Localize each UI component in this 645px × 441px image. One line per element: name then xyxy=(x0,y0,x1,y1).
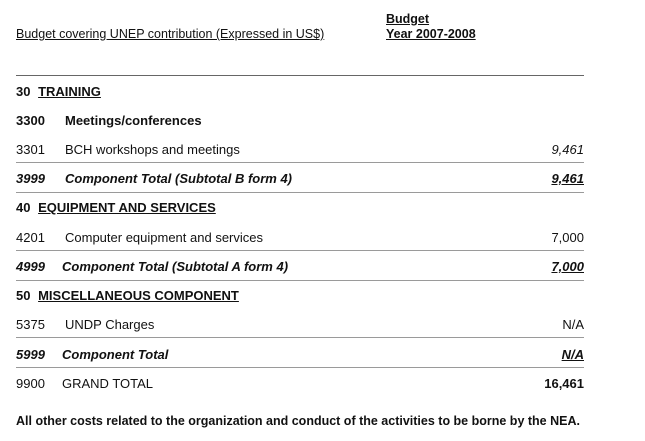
section-title: TRAINING xyxy=(38,84,101,99)
row-divider xyxy=(16,192,584,193)
line-item-amount: N/A xyxy=(562,317,584,332)
row-divider xyxy=(16,367,584,368)
section-title: EQUIPMENT AND SERVICES xyxy=(38,200,216,215)
component-total-amount: 9,461 xyxy=(551,171,584,186)
subheading-code: 3300 xyxy=(16,113,45,128)
budget-caption: Budget covering UNEP contribution (Expressed in US$) xyxy=(16,27,325,41)
subheading-label: Meetings/conferences xyxy=(65,113,202,128)
line-item-label: BCH workshops and meetings xyxy=(65,142,240,157)
row-divider xyxy=(16,280,584,281)
line-item-label: UNDP Charges xyxy=(65,317,155,332)
grand-total-amount: 16,461 xyxy=(544,376,584,391)
header-divider xyxy=(16,75,584,76)
section-code: 40 xyxy=(16,200,31,215)
section-heading-training xyxy=(16,84,101,99)
component-total-code: 5999 xyxy=(16,347,45,362)
row-divider xyxy=(16,337,584,338)
row-divider xyxy=(16,162,584,163)
grand-total-code: 9900 xyxy=(16,376,45,391)
column-header-budget: Budget xyxy=(386,12,430,26)
footnote: All other costs related to the organization and conduct of the activities to be borne by the NEA. xyxy=(16,414,580,428)
component-total-amount: N/A xyxy=(561,347,584,362)
line-item-amount: 9,461 xyxy=(551,142,584,157)
column-header-year: Year 2007-2008 xyxy=(386,27,476,41)
section-code: 50 xyxy=(16,288,31,303)
grand-total-label: GRAND TOTAL xyxy=(62,376,154,391)
component-total-code: 3999 xyxy=(16,171,45,186)
section-heading-equipment xyxy=(16,200,216,215)
line-item-amount: 7,000 xyxy=(551,230,584,245)
section-heading-miscellaneous xyxy=(16,288,239,303)
line-item-label: Computer equipment and services xyxy=(65,230,263,245)
component-total-label: Component Total xyxy=(62,347,169,362)
line-item-code: 5375 xyxy=(16,317,45,332)
component-total-label: Component Total (Subtotal A form 4) xyxy=(62,259,289,274)
line-item-code: 3301 xyxy=(16,142,45,157)
component-total-label: Component Total (Subtotal B form 4) xyxy=(65,171,292,186)
component-total-code: 4999 xyxy=(16,259,45,274)
component-total-amount: 7,000 xyxy=(551,259,584,274)
line-item-code: 4201 xyxy=(16,230,45,245)
row-divider xyxy=(16,250,584,251)
section-title: MISCELLANEOUS COMPONENT xyxy=(38,288,239,303)
section-code: 30 xyxy=(16,84,31,99)
